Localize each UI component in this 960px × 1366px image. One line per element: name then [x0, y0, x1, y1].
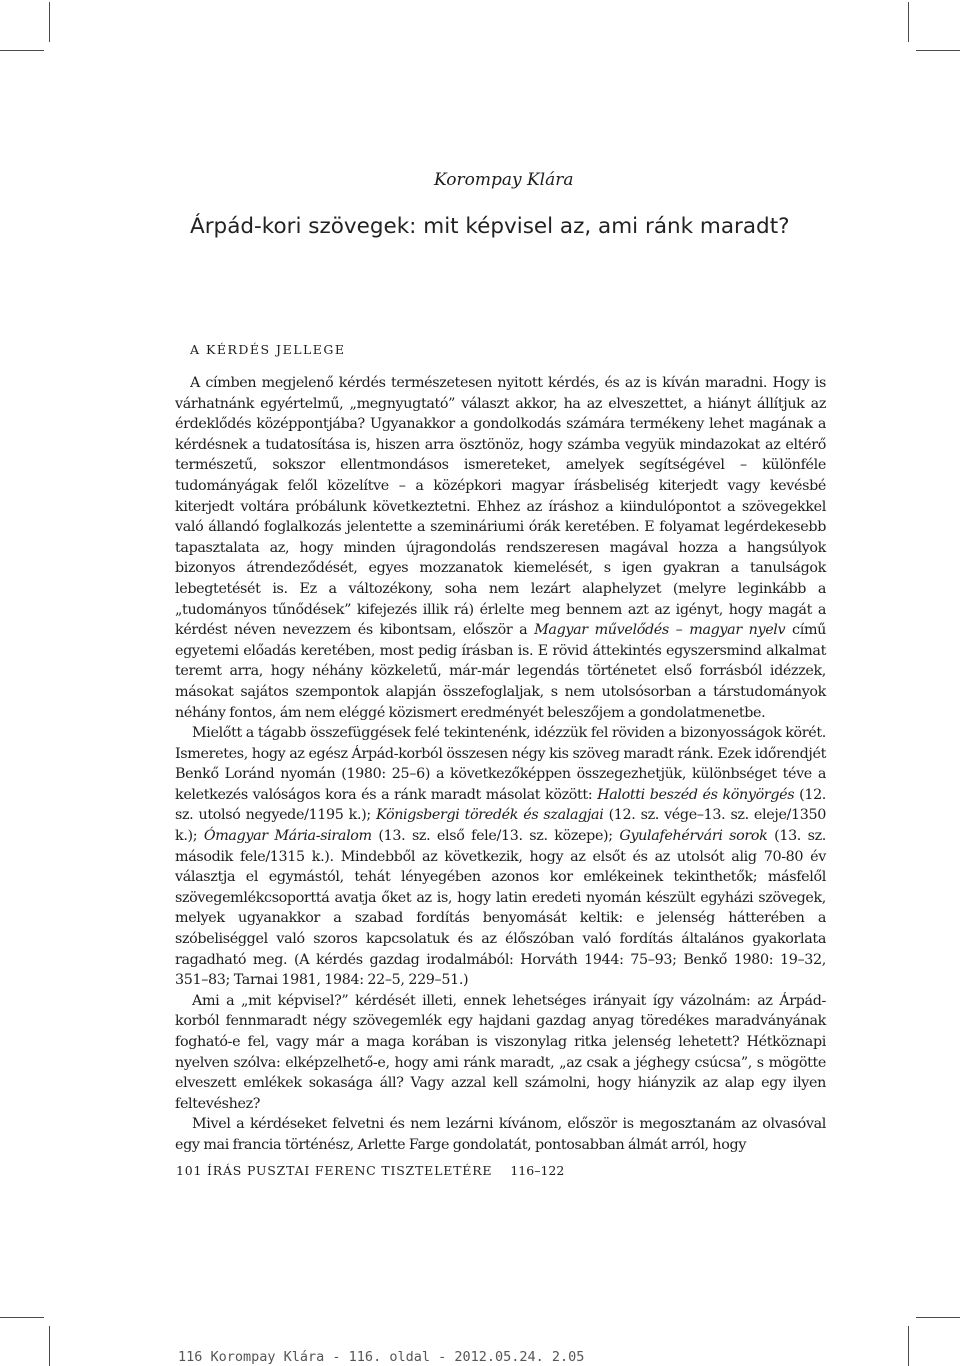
text-run-italic: Gyulafehérvári sorok — [619, 828, 768, 845]
article-title: Árpád-kori szövegek: mit képvisel az, ami ránk maradt? — [190, 214, 790, 239]
text-run: (13. sz. második fele/1315 k.). Mindebből az következik, hogy az elsőt és az utolsót alig 70-80 év választja el egymástól, tehát lényegében azonos kor emlékeinek tekinthetők; másfelől szövegemlékcsoporttá avatja őket az is, hogy latin eredeti nyomán készült egyházi szövegek, melyek ugyanakkor a szabad fordítás benyomását keltik: e jelenség hátterében a szóbeliséggel való szoros kapcsolatuk és az élőszóban való fordítás általános gyakorlata ragadható meg. (A kérdés gazdag irodalmából: Horváth 1944: 75–93; Benkő 1980: 19–32, 351–83; Tarnai 1981, 1984: 22–5, 229–51.) — [175, 828, 826, 989]
text-run: Mielőtt a tágabb összefüggések felé tekintenénk, idézzük fel röviden a bizonyosságok körét. Ismeretes, hogy az egész Árpád-korból összesen négy kis szöveg maradt ránk. Ezek időrendjét Benkő Loránd nyomán (1980: 25–6) a következőképpen összegezhetjük, különbséget téve a keletkezés valóságos kora és a ránk maradt másolat között: — [175, 725, 826, 803]
text-run-italic: Magyar művelődés – magyar nyelv — [534, 622, 786, 639]
text-run: című egyetemi előadás keretében, most pedig írásban is. E rövid áttekintés egyszersmind alkalmat teremt arra, hogy néhány közkeletű, már-már legendás történetet első forrásból idézzek, másokat sajátos szempontok alapján összefoglaljak, s nem utolsósorban a társtudományok néhány fontos, ám nem eléggé közismert eredményét beleszőjem a gondolatmenetbe. — [175, 622, 827, 721]
crop-mark-bottom-left-v — [49, 1326, 50, 1366]
article-body — [175, 373, 826, 1156]
page-footer — [176, 1163, 564, 1178]
text-run: Ami a „mit képvisel?” kérdését illeti, ennek lehetséges irányait így vázolnám: az Árpád-korból fennmaradt négy szövegemlék egy hajdani gazdag anyag töredékes maradványának fogható-e fel, vagy már a maga korában is viszonylag ritka jelenség lehetett? Hétköznapi nyelven szólva: elképzelhető-e, hogy ami ránk maradt, „az csak a jéghegy csúcsa”, s mögötte elveszett emlékek sokasága áll? Vagy azzal kell számolni, hogy hiányzik az alap egy ilyen feltevéshez? — [175, 992, 826, 1112]
paragraph — [175, 373, 826, 723]
text-run-italic: Ómagyar Mária-siralom — [203, 828, 372, 845]
crop-mark-bottom-right-v — [908, 1326, 909, 1366]
paragraph — [175, 1114, 826, 1155]
text-run: A címben megjelenő kérdés természetesen nyitott kérdés, és az is kíván maradni. Hogy is várhatnánk egyértelmű, „megnyugtató” választ akkor, ha az elveszettet, a hiányt állítjuk az érdeklődés középpontjába? Ugyanakkor a gondolkodás számára termékeny lehet magának a kérdésnek a tudatosítása is, hiszen arra ösztönöz, hogy számba vegyük mindazokat az eltérő természetű, sokszor ellentmondásos ismereteket, amelyek segítségével – különféle tudományágak felől közelítve – a középkori magyar írásbeliség kiterjedt vagy kevésbé kiterjedt voltára próbálunk következtetni. Ehhez az íráshoz a kiindulópontot a szövegekkel való állandó foglalkozás jelentette a szemináriumi órák keretében. E folyamat legérdekesebb tapasztalata az, hogy minden újragondolás rendszeresen magával hozza a hangsúlyok bizonyos átrendeződését, egyes mozzanatok kiemelését, s igen gyakran a tanulságok lebegtetését is. Ez a változékony, soha nem lezárt alaphelyzet (melyre leginkább a „tudományos tűnődések” kifejezés illik rá) érlelte meg bennem azt az igényt, hogy magát a kérdést néven nevezzem és kibontsam, először a — [175, 375, 826, 639]
text-run: (13. sz. első fele/13. sz. közepe); — [371, 828, 620, 845]
crop-mark-top-right-v — [908, 2, 909, 42]
crop-mark-bottom-left-h — [0, 1317, 44, 1318]
text-run: (12. sz. utolsó negyede/1195 k.); — [175, 786, 827, 824]
text-run: Mivel a kérdéseket felvetni és nem lezárni kívánom, először is megosztanám az olvasóval egy mai francia történész, Arlette Farge gondolatát, pontosabban álmát arról, hogy — [175, 1116, 826, 1153]
paragraph — [175, 723, 826, 991]
page-range: 116–122 — [510, 1163, 565, 1178]
section-heading: A KÉRDÉS JELLEGE — [190, 342, 346, 357]
text-run: (12. sz. vége–13. sz. eleje/1350 k.); — [175, 807, 827, 845]
crop-mark-top-left-h — [0, 50, 44, 51]
text-run-italic: Königsbergi töredék és szalagjai — [376, 807, 604, 824]
crop-mark-top-right-h — [916, 50, 960, 51]
journal-name: 101 ÍRÁS PUSZTAI FERENC TISZTELETÉRE — [176, 1163, 493, 1178]
crop-mark-bottom-right-h — [916, 1317, 960, 1318]
print-slug: 116 Korompay Klára - 116. oldal - 2012.05.24. 2.05 — [178, 1349, 585, 1365]
crop-mark-top-left-v — [49, 2, 50, 42]
author-name: Korompay Klára — [434, 170, 574, 190]
text-run-italic: Halotti beszéd és könyörgés — [597, 786, 795, 803]
paragraph — [175, 991, 826, 1115]
